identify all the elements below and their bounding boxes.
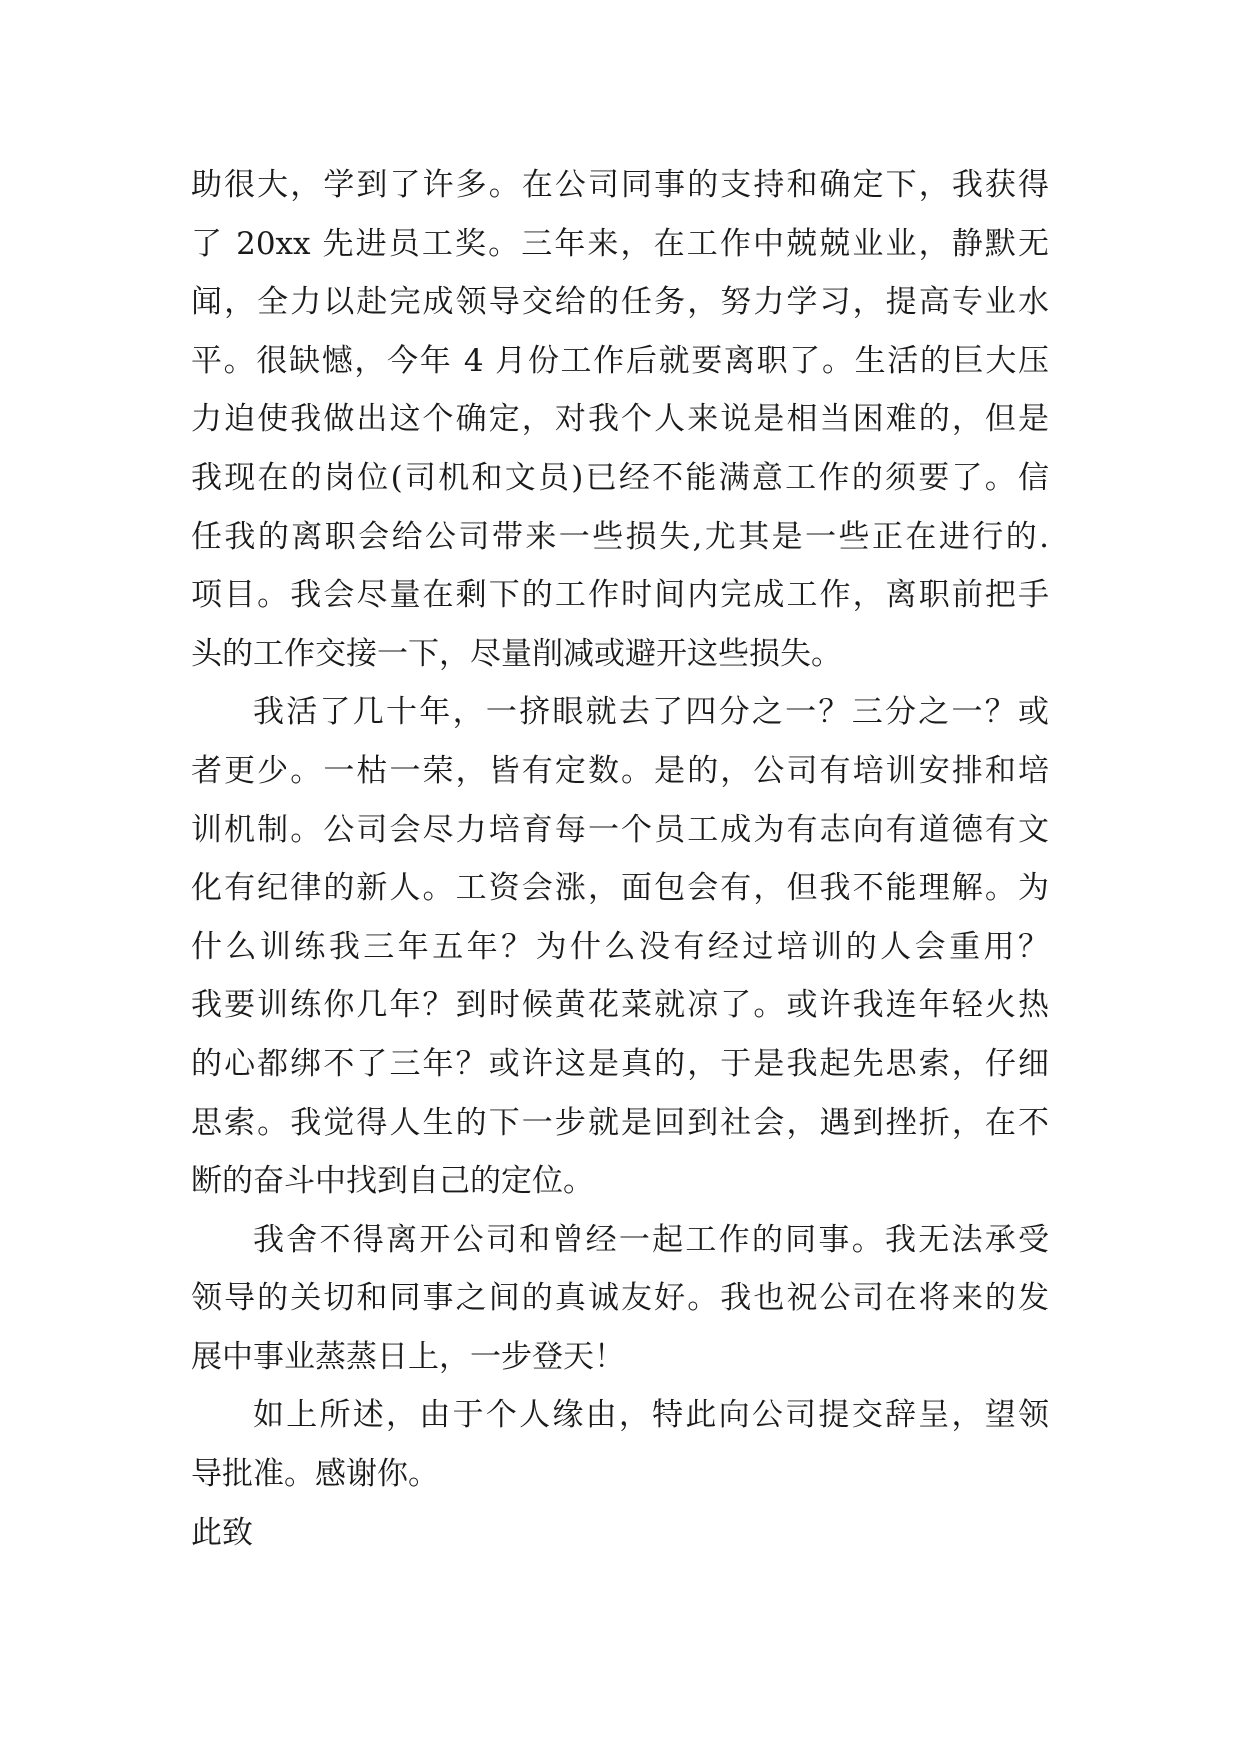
letter-body — [191, 156, 1049, 1562]
text-line: 任我的离职会给公司带来一些损失,尤其是一些正在进行的. — [191, 518, 1049, 555]
text-line: 平。很缺憾，今年 4 月份工作后就要离职了。生活的巨大压 — [191, 342, 1049, 379]
text-line: 项目。我会尽量在剩下的工作时间内完成工作，离职前把手 — [191, 577, 1049, 614]
text-line: 思索。我觉得人生的下一步就是回到社会，遇到挫折，在不 — [191, 1104, 1049, 1141]
text-line: 力迫使我做出这个确定，对我个人来说是相当困难的，但是 — [191, 401, 1049, 438]
closing-salutation: 此致 — [191, 1514, 253, 1551]
text-line: 头的工作交接一下，尽量削减或避开这些损失。 — [191, 635, 842, 672]
text-line: 我现在的岗位(司机和文员)已经不能满意工作的须要了。信 — [191, 459, 1049, 496]
text-line: 我舍不得离开公司和曾经一起工作的同事。我无法承受 — [253, 1221, 1049, 1258]
text-line: 我要训练你几年？到时候黄花菜就凉了。或许我连年轻火热 — [191, 987, 1049, 1024]
text-line: 化有纪律的新人。工资会涨，面包会有，但我不能理解。为 — [191, 870, 1049, 907]
text-line: 的心都绑不了三年？或许这是真的，于是我起先思索，仔细 — [191, 1045, 1049, 1082]
text-line: 领导的关切和同事之间的真诚友好。我也祝公司在将来的发 — [191, 1280, 1049, 1317]
text-line: 什么训练我三年五年？为什么没有经过培训的人会重用？ — [191, 928, 1049, 965]
text-line: 我活了几十年，一挤眼就去了四分之一？三分之一？或 — [253, 694, 1049, 731]
text-line: 闻，全力以赴完成领导交给的任务，努力学习，提高专业水 — [191, 284, 1049, 321]
text-line: 了 20xx 先进员工奖。三年来，在工作中兢兢业业，静默无 — [191, 225, 1049, 262]
text-line: 断的奋斗中找到自己的定位。 — [191, 1163, 594, 1200]
text-line: 助很大，学到了许多。在公司同事的支持和确定下，我获得 — [191, 167, 1049, 203]
text-line: 导批准。感谢你。 — [191, 1456, 439, 1493]
text-line: 训机制。公司会尽力培育每一个员工成为有志向有道德有文 — [191, 811, 1049, 848]
text-line: 展中事业蒸蒸日上，一步登天！ — [191, 1338, 625, 1375]
text-line: 者更少。一枯一荣，皆有定数。是的，公司有培训安排和培 — [191, 752, 1049, 789]
text-line: 如上所述，由于个人缘由，特此向公司提交辞呈，望领 — [253, 1397, 1049, 1434]
